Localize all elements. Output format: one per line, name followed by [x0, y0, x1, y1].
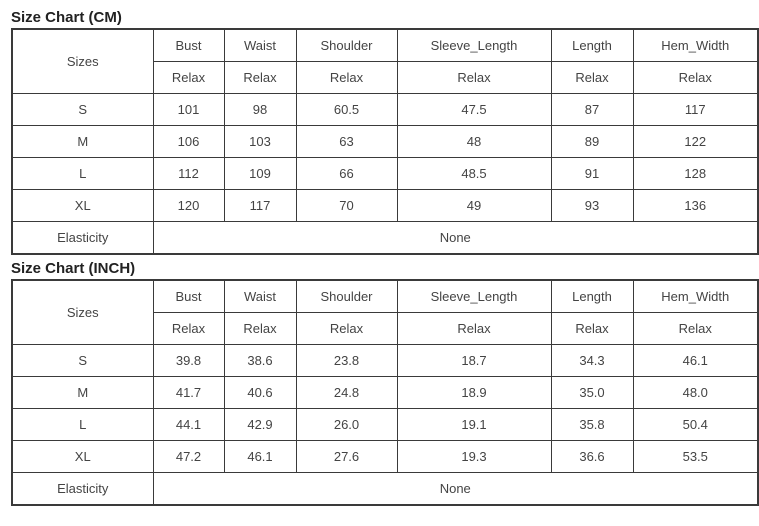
- elasticity-label: Elasticity: [12, 222, 153, 255]
- value-cell: 26.0: [296, 409, 397, 441]
- column-header-length: Length: [551, 29, 633, 62]
- fit-cell: Relax: [397, 313, 551, 345]
- value-cell: 27.6: [296, 441, 397, 473]
- value-cell: 66: [296, 158, 397, 190]
- size-cell: XL: [12, 190, 153, 222]
- column-header-bust: Bust: [153, 280, 224, 313]
- size-cell: S: [12, 345, 153, 377]
- column-header-length: Length: [551, 280, 633, 313]
- value-cell: 89: [551, 126, 633, 158]
- value-cell: 44.1: [153, 409, 224, 441]
- value-cell: 39.8: [153, 345, 224, 377]
- elasticity-value: None: [153, 473, 758, 506]
- value-cell: 63: [296, 126, 397, 158]
- fit-cell: Relax: [153, 313, 224, 345]
- value-cell: 106: [153, 126, 224, 158]
- value-cell: 48: [397, 126, 551, 158]
- header-row: [12, 29, 758, 62]
- fit-cell: Relax: [633, 313, 758, 345]
- value-cell: 117: [633, 94, 758, 126]
- table-row: [12, 409, 758, 441]
- fit-cell: Relax: [551, 313, 633, 345]
- elasticity-label: Elasticity: [12, 473, 153, 506]
- column-header-hem-width: Hem_Width: [633, 280, 758, 313]
- value-cell: 34.3: [551, 345, 633, 377]
- size-cell: L: [12, 158, 153, 190]
- fit-cell: Relax: [224, 62, 296, 94]
- table-row: [12, 345, 758, 377]
- value-cell: 42.9: [224, 409, 296, 441]
- value-cell: 128: [633, 158, 758, 190]
- fit-cell: Relax: [551, 62, 633, 94]
- column-header-waist: Waist: [224, 29, 296, 62]
- value-cell: 50.4: [633, 409, 758, 441]
- value-cell: 93: [551, 190, 633, 222]
- table-row: [12, 94, 758, 126]
- value-cell: 18.9: [397, 377, 551, 409]
- value-cell: 46.1: [224, 441, 296, 473]
- value-cell: 48.5: [397, 158, 551, 190]
- size-cell: XL: [12, 441, 153, 473]
- value-cell: 41.7: [153, 377, 224, 409]
- table-row: [12, 377, 758, 409]
- value-cell: 98: [224, 94, 296, 126]
- elasticity-value: None: [153, 222, 758, 255]
- value-cell: 36.6: [551, 441, 633, 473]
- size-table: [11, 279, 759, 506]
- value-cell: 60.5: [296, 94, 397, 126]
- table-row: [12, 158, 758, 190]
- value-cell: 47.5: [397, 94, 551, 126]
- fit-cell: Relax: [397, 62, 551, 94]
- table-row: [12, 126, 758, 158]
- fit-cell: Relax: [296, 62, 397, 94]
- value-cell: 35.0: [551, 377, 633, 409]
- value-cell: 91: [551, 158, 633, 190]
- value-cell: 49: [397, 190, 551, 222]
- fit-cell: Relax: [224, 313, 296, 345]
- value-cell: 109: [224, 158, 296, 190]
- value-cell: 23.8: [296, 345, 397, 377]
- value-cell: 19.3: [397, 441, 551, 473]
- header-row: [12, 280, 758, 313]
- elasticity-row: [12, 473, 758, 506]
- size-cell: M: [12, 126, 153, 158]
- value-cell: 122: [633, 126, 758, 158]
- size-cell: S: [12, 94, 153, 126]
- fit-cell: Relax: [153, 62, 224, 94]
- value-cell: 103: [224, 126, 296, 158]
- elasticity-row: [12, 222, 758, 255]
- value-cell: 112: [153, 158, 224, 190]
- fit-cell: Relax: [296, 313, 397, 345]
- chart-title: Size Chart (CM): [11, 9, 122, 26]
- fit-cell: Relax: [633, 62, 758, 94]
- sizes-header: Sizes: [12, 29, 153, 94]
- column-header-bust: Bust: [153, 29, 224, 62]
- sizes-header: Sizes: [12, 280, 153, 345]
- table-row: [12, 441, 758, 473]
- value-cell: 35.8: [551, 409, 633, 441]
- value-cell: 18.7: [397, 345, 551, 377]
- column-header-sleeve-length: Sleeve_Length: [397, 29, 551, 62]
- value-cell: 117: [224, 190, 296, 222]
- size-cell: M: [12, 377, 153, 409]
- value-cell: 70: [296, 190, 397, 222]
- value-cell: 136: [633, 190, 758, 222]
- size-cell: L: [12, 409, 153, 441]
- column-header-shoulder: Shoulder: [296, 280, 397, 313]
- size-table: [11, 28, 759, 255]
- column-header-shoulder: Shoulder: [296, 29, 397, 62]
- value-cell: 48.0: [633, 377, 758, 409]
- value-cell: 19.1: [397, 409, 551, 441]
- value-cell: 46.1: [633, 345, 758, 377]
- value-cell: 38.6: [224, 345, 296, 377]
- column-header-waist: Waist: [224, 280, 296, 313]
- value-cell: 47.2: [153, 441, 224, 473]
- column-header-sleeve-length: Sleeve_Length: [397, 280, 551, 313]
- value-cell: 53.5: [633, 441, 758, 473]
- value-cell: 87: [551, 94, 633, 126]
- chart-title: Size Chart (INCH): [11, 260, 136, 277]
- value-cell: 24.8: [296, 377, 397, 409]
- table-row: [12, 190, 758, 222]
- column-header-hem-width: Hem_Width: [633, 29, 758, 62]
- value-cell: 101: [153, 94, 224, 126]
- value-cell: 120: [153, 190, 224, 222]
- value-cell: 40.6: [224, 377, 296, 409]
